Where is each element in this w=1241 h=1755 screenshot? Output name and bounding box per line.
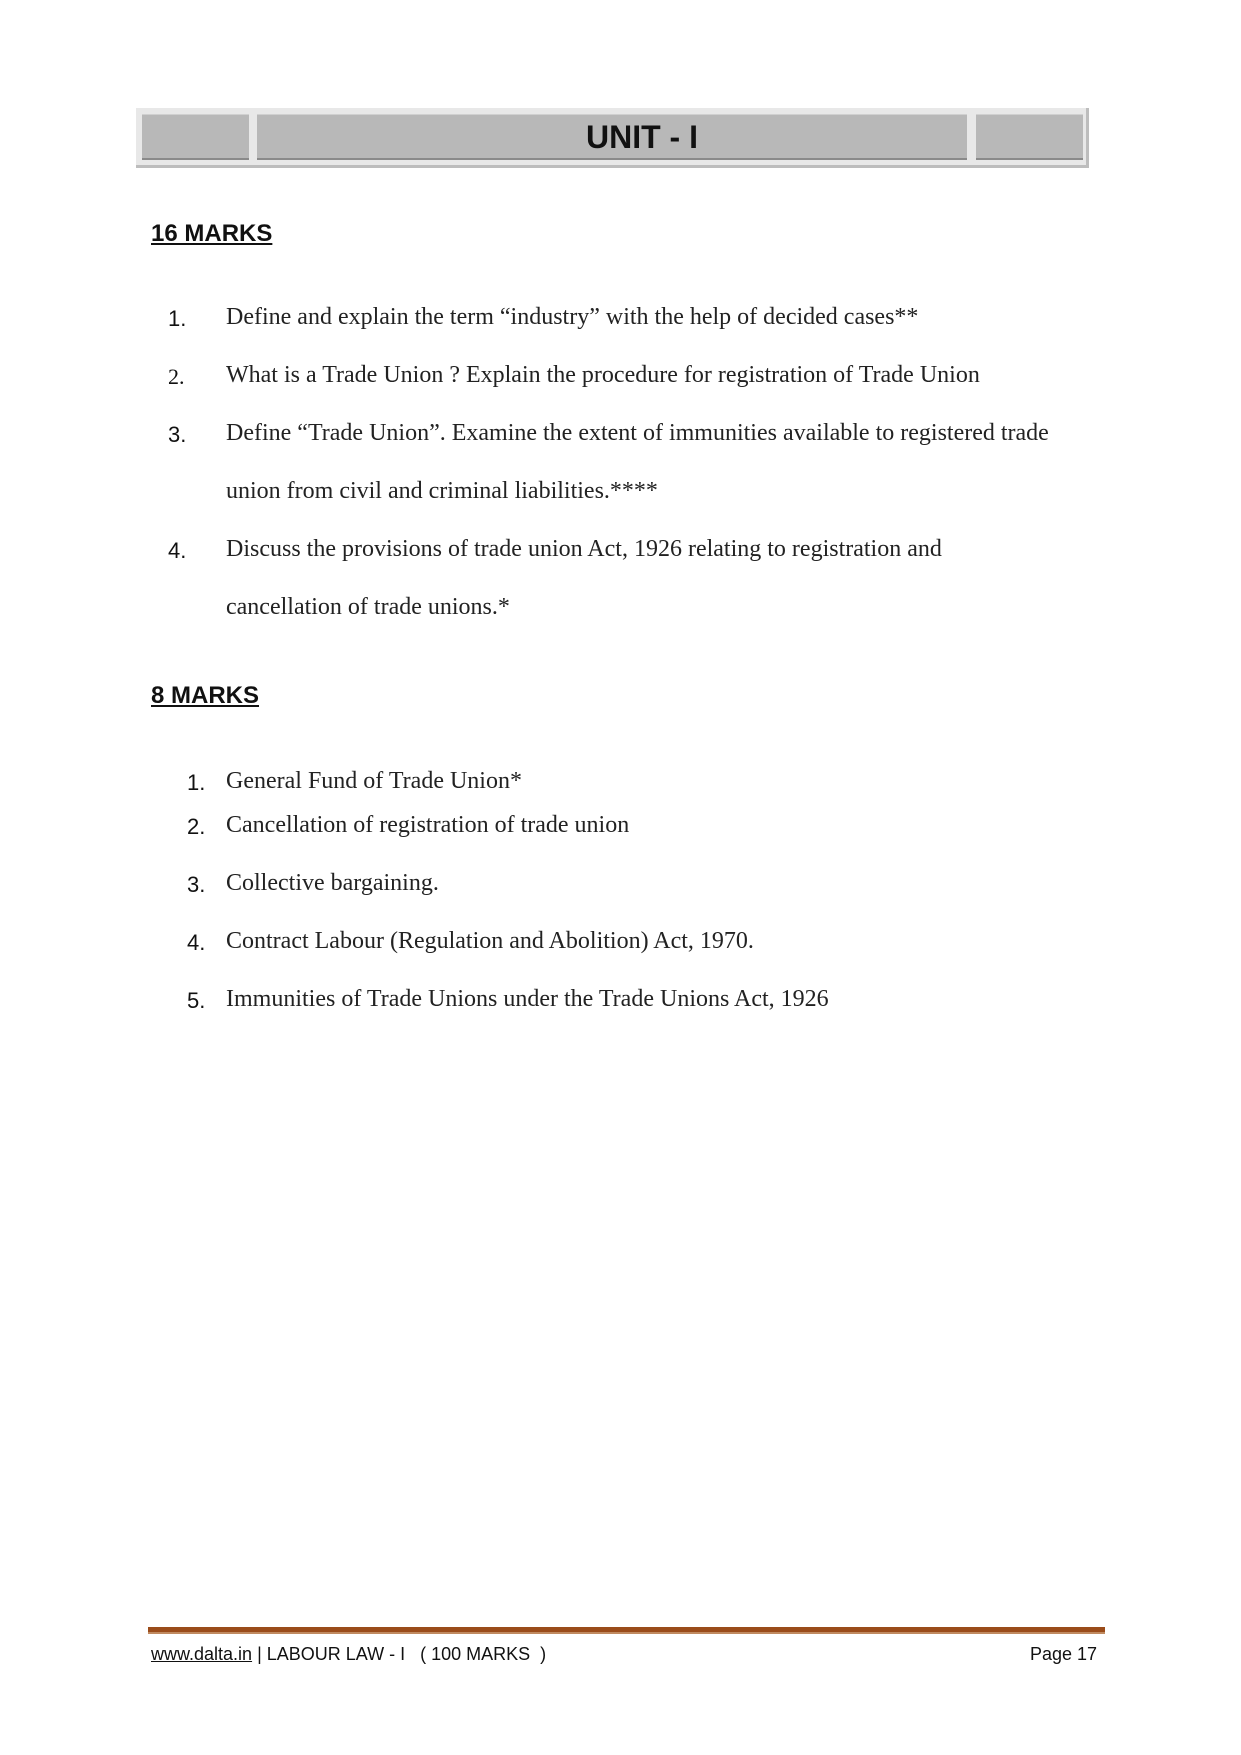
question-text: Cancellation of registration of trade union bbox=[226, 812, 630, 838]
question-text: Immunities of Trade Unions under the Trade Unions Act, 1926 bbox=[226, 986, 829, 1012]
banner-left-cell bbox=[142, 114, 249, 160]
question-text: General Fund of Trade Union* bbox=[226, 768, 522, 794]
footer-course-label: | LABOUR LAW - I ( 100 MARKS ) bbox=[252, 1644, 547, 1664]
question-number: 5. bbox=[187, 988, 206, 1013]
question-number: 1. bbox=[168, 306, 187, 331]
question-number: 4. bbox=[168, 538, 187, 563]
footer-divider bbox=[148, 1627, 1105, 1634]
question-text-continued: cancellation of trade unions.* bbox=[226, 594, 510, 620]
question-text: Discuss the provisions of trade union Act, 1926 relating to registration and bbox=[226, 536, 942, 562]
question-text: Collective bargaining. bbox=[226, 870, 439, 896]
question-number: 2. bbox=[187, 814, 206, 839]
question-text: Define and explain the term “industry” with the help of decided cases** bbox=[226, 304, 919, 330]
question-text: What is a Trade Union ? Explain the procedure for registration of Trade Union bbox=[226, 362, 980, 388]
unit-title: UNIT - I bbox=[586, 119, 698, 155]
question-number: 3. bbox=[168, 422, 187, 447]
question-number: 4. bbox=[187, 930, 206, 955]
section-heading-16-marks: 16 MARKS bbox=[151, 220, 273, 247]
unit-banner bbox=[136, 108, 1089, 168]
question-number: 2. bbox=[168, 364, 185, 389]
page-number: Page 17 bbox=[1030, 1644, 1098, 1664]
question-text-continued: union from civil and criminal liabilities.**** bbox=[226, 478, 658, 504]
footer-left bbox=[151, 1644, 546, 1665]
question-number: 3. bbox=[187, 872, 206, 897]
question-text: Contract Labour (Regulation and Abolition) Act, 1970. bbox=[226, 928, 754, 954]
footer-website-link[interactable]: www.dalta.in bbox=[151, 1644, 253, 1664]
banner-right-cell bbox=[976, 114, 1083, 160]
question-text: Define “Trade Union”. Examine the extent of immunities available to registered trade bbox=[226, 420, 1049, 446]
question-number: 1. bbox=[187, 770, 206, 795]
section-heading-8-marks: 8 MARKS bbox=[151, 682, 260, 709]
